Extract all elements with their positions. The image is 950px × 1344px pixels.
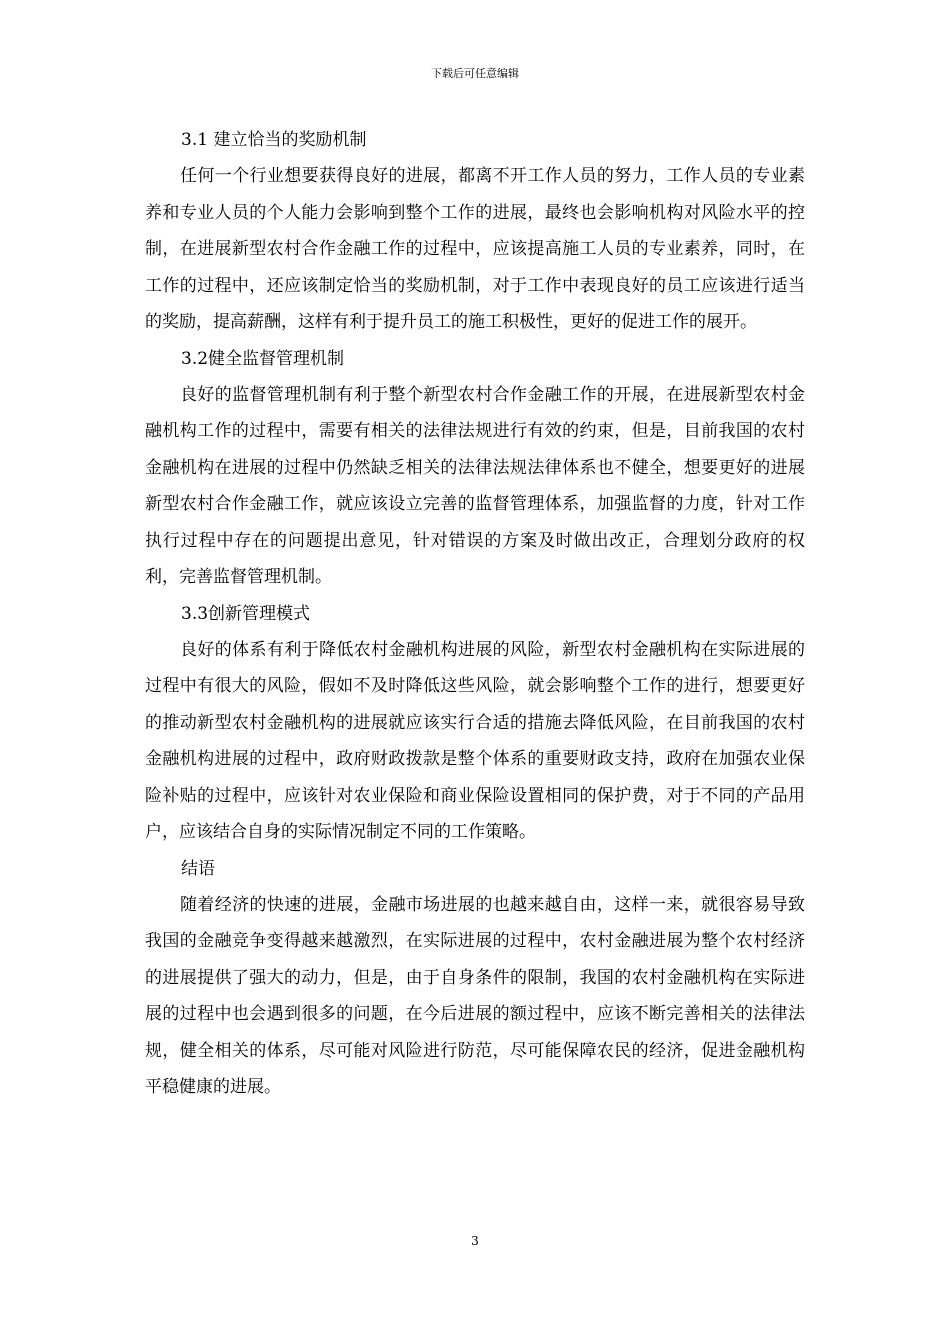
section-heading-3-2: 3.2健全监督管理机制 <box>181 348 345 369</box>
section-heading-3-1: 3.1 建立恰当的奖励机制 <box>181 130 367 150</box>
document-body <box>145 122 805 1106</box>
section-paragraph-3-3: 良好的体系有利于降低农村金融机构进展的风险，新型农村金融机构在实际进展的过程中有很大的风险，假如不及时降低这些风险，就会影响整个工作的进行，想要更好的推动新型农村金融机构的进展就应该实行合适的措施去降低风险，在目前我国的农村金融机构进展的过程中，政府财政拨款是整个体系的重要财政支持，政府在加强农业保险补贴的过程中，应该针对农业保险和商业保险设置相同的保护费，对于不同的产品用户，应该结合自身的实际情况制定不同的工作策略。 <box>145 639 805 842</box>
section-paragraph-conclusion: 随着经济的快速的进展，金融市场进展的也越来越自由，这样一来，就很容易导致我国的金融竞争变得越来越激烈，在实际进展的过程中，农村金融进展为整个农村经济的进展提供了强大的动力，但是，由于自身条件的限制，我国的农村金融机构在实际进展的过程中也会遇到很多的问题，在今后进展的额过程中，应该不断完善相关的法律法规，健全相关的体系，尽可能对风险进行防范，尽可能保障农民的经济，促进金融机构平稳健康的进展。 <box>145 894 805 1097</box>
section-paragraph-3-2: 良好的监督管理机制有利于整个新型农村合作金融工作的开展，在进展新型农村金融机构工作的过程中，需要有相关的法律法规进行有效的约束，但是，目前我国的农村金融机构在进展的过程中仍然缺乏相关的法律法规法律体系也不健全，想要更好的进展新型农村合作金融工作，就应该设立完善的监督管理体系，加强监督的力度，针对工作执行过程中存在的问题提出意见，针对错误的方案及时做出改正，合理划分政府的权利，完善监督管理机制。 <box>145 384 805 587</box>
section-heading-conclusion: 结语 <box>181 858 215 879</box>
page-number: 3 <box>471 1234 479 1248</box>
section-heading-3-3: 3.3创新管理模式 <box>181 603 311 624</box>
page-header: 下载后可任意编辑 <box>431 67 519 80</box>
section-paragraph-3-1: 任何一个行业想要获得良好的进展，都离不开工作人员的努力，工作人员的专业素养和专业人员的个人能力会影响到整个工作的进展，最终也会影响机构对风险水平的控制，在进展新型农村合作金融工作的过程中，应该提高施工人员的专业素养，同时，在工作的过程中，还应该制定恰当的奖励机制，对于工作中表现良好的员工应该进行适当的奖励，提高薪酬，这样有利于提升员工的施工积极性，更好的促进工作的展开。 <box>145 166 805 332</box>
